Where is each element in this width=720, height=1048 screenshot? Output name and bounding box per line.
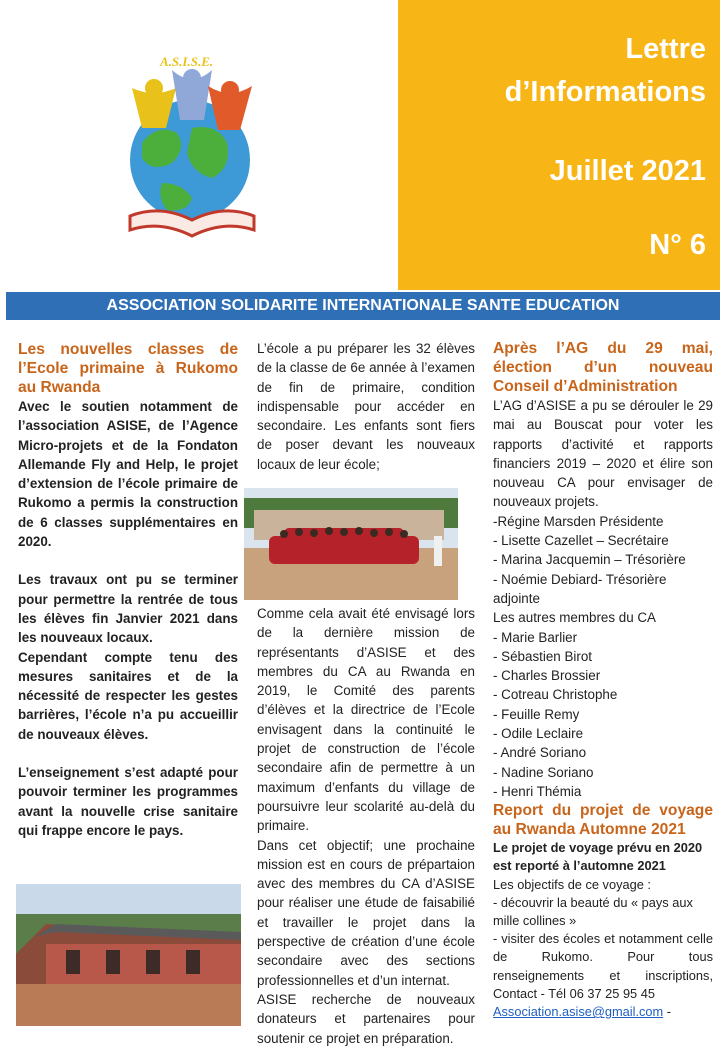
asise-logo: [112, 48, 272, 248]
member-item: - Nadine Soriano: [493, 764, 594, 780]
column-2-lower: [257, 604, 475, 1048]
logo-text: A.S.I.S.E.: [160, 54, 214, 69]
article1-p2: Les travaux ont pu se terminer pour permettre la rentrée de tous les élèves fin Janvier 2021 dans les nouveaux locaux.: [18, 572, 238, 646]
objectives-label: Les objectifs de ce voyage :: [493, 876, 651, 892]
issue-number: N° 6: [649, 229, 706, 261]
article1-p4: L’enseignement s’est adapté pour pouvoir terminer les programmes avant la nouvelle crise sanitaire qui frappe encore le pays.: [18, 765, 238, 838]
article2-p3: Dans cet objectif; une prochaine mission est en cours de prépartaion avec des membres du CA d’ASISE pour réaliser une étude de faisabilié et travailler le projet dans la perspective de création d’une école secondaire avec des sections professionnelles et d’un internat.: [257, 837, 475, 988]
objective-item: - visiter des écoles et notamment celle de Rukomo. Pour tous renseignements et inscriptions, Contact - Tél 06 37 25 95 45: [493, 931, 713, 1001]
association-banner: ASSOCIATION SOLIDARITE INTERNATIONALE SANTE EDUCATION: [6, 292, 720, 320]
email-suffix: -: [663, 1004, 671, 1020]
officer-item: -Régine Marsden Présidente: [493, 513, 664, 529]
member-item: - Henri Thémia: [493, 783, 582, 799]
officer-item: - Lisette Cazellet – Secrétaire: [493, 533, 669, 549]
article2-p1: L’école a pu préparer les 32 élèves de la classe de 6e année à l’examen de fin de primaire, condition indispensable pour accéder en secondaire. Les enfants sont fiers de poser devant les nouveaux locaux de leur école;: [257, 341, 475, 472]
member-item: - Sébastien Birot: [493, 648, 592, 664]
title-line2: d’Informations: [504, 76, 706, 108]
column-1: [18, 340, 238, 840]
member-item: - Charles Brossier: [493, 668, 601, 684]
students-group-photo: [244, 488, 458, 600]
member-item: - Marie Barlier: [493, 629, 578, 645]
school-building-photo: [16, 884, 241, 1026]
officer-item: - Marina Jacquemin – Trésorière: [493, 552, 686, 568]
column-3: [493, 339, 713, 1021]
officer-item: - Noémie Debiard- Trésorière adjointe: [493, 571, 667, 606]
member-item: - André Soriano: [493, 745, 587, 761]
article2-p4: ASISE recherche de nouveaux donateurs et partenaires pour soutenir ce projet en préparation.: [257, 991, 475, 1046]
contact-email-link[interactable]: Association.asise@gmail.com: [493, 1004, 664, 1020]
article4-title: Report du projet de voyage au Rwanda Automne 2021: [493, 802, 713, 839]
article2-p2: Comme cela avait été envisagé lors de la dernière mission de représentants d’ASISE et des membres du CA au Rwanda en 2019, le Comité des parents d’élèves et la directrice de l’Ecole envisagent dans la continuité le projet de construction de l’école secondaire afin de permettre à un maximum d’enfants du village de poursuivre leur scolarité au-delà du primaire.: [257, 606, 475, 834]
member-item: - Cotreau Christophe: [493, 687, 618, 703]
article3-title: Après l’AG du 29 mai, élection d’un nouveau Conseil d’Administration: [493, 340, 713, 395]
member-item: - Odile Leclaire: [493, 726, 584, 742]
member-item: - Feuille Remy: [493, 706, 580, 722]
article1-title: Les nouvelles classes de l’Ecole primaine à Rukomo au Rwanda: [18, 341, 238, 396]
objective-item: - découvrir la beauté du « pays aux mille collines »: [493, 894, 693, 929]
newsletter-title-box: [398, 0, 720, 290]
article4-bold: Le projet de voyage prévu en 2020 est reporté à l’automne 2021: [493, 840, 703, 874]
issue-date: Juillet 2021: [549, 155, 706, 187]
other-members-label: Les autres membres du CA: [493, 610, 656, 626]
title-line1: Lettre: [625, 33, 706, 65]
column-2: [257, 339, 475, 474]
article1-p1: Avec le soutien notamment de l’association ASISE, de l’Agence Micro-projets et de la Fondaton Allemande Fly and Help, le projet d’extension de l’école primaire de Rukomo a permis la construction de 6 classes supplémentaires en 2020.: [18, 399, 238, 550]
article3-intro: L’AG d’ASISE a pu se dérouler le 29 mai au Bouscat pour voter les rapports d’activité et rapports financiers 2019 – 2020 et élire son nouveau CA pour envisager de nouveaux projets.: [493, 398, 713, 510]
article1-p3: Cependant compte tenu des mesures sanitaires et de la nécessité de respecter les gestes barrières, l’école n’a pu accueillir de nouveaux élèves.: [18, 649, 238, 742]
